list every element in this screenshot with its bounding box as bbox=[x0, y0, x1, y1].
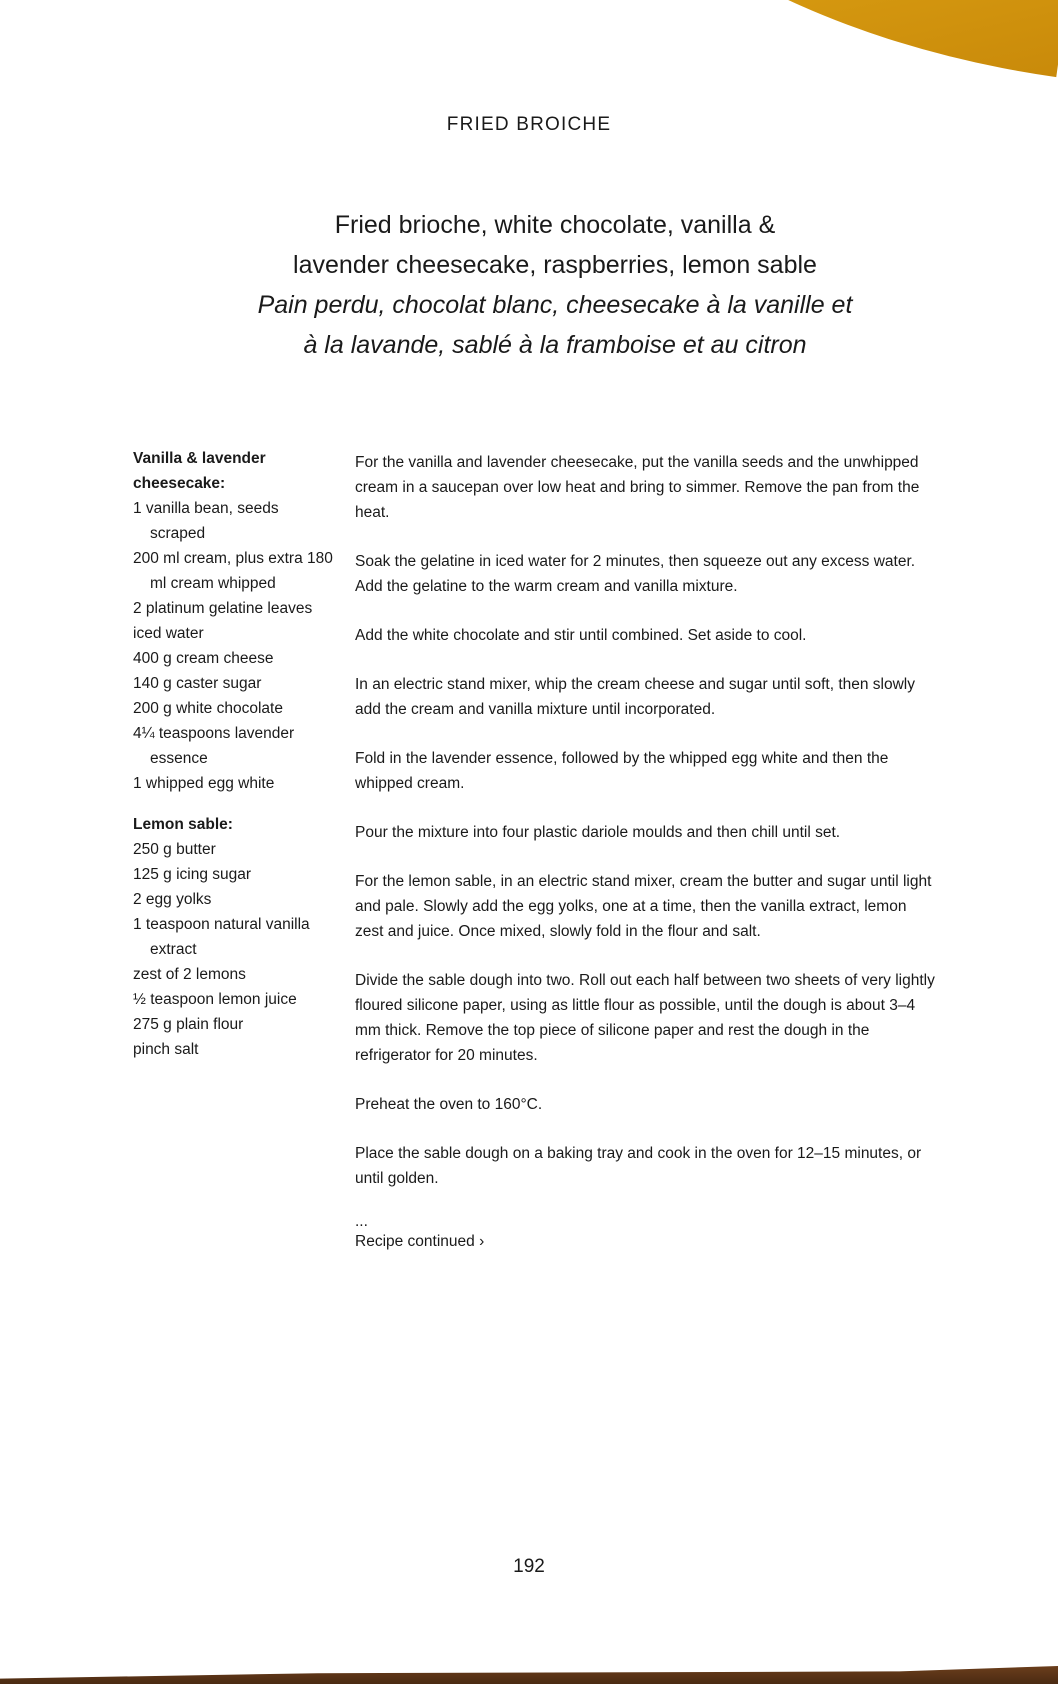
title-english-line-1: Fried brioche, white chocolate, vanilla & bbox=[334, 211, 776, 239]
ingredient-item: 4¼ teaspoons lavender essence bbox=[133, 725, 295, 767]
ingredient-group-cheesecake bbox=[133, 446, 333, 796]
ingredient-item: pinch salt bbox=[133, 1041, 199, 1058]
ingredient-group-title: Vanilla & lavender cheesecake: bbox=[133, 450, 266, 492]
method-step: For the vanilla and lavender cheesecake, put the vanilla seeds and the unwhipped cream in a saucepan over low heat and bring to simmer. Remove the pan from the heat. bbox=[355, 454, 920, 521]
ingredient-item: ½ teaspoon lemon juice bbox=[133, 991, 297, 1008]
ingredient-item: 1 teaspoon natural vanilla extract bbox=[133, 916, 310, 958]
recipe-title bbox=[230, 205, 880, 365]
method-column bbox=[355, 450, 935, 1254]
ingredient-item: 275 g plain flour bbox=[133, 1016, 244, 1033]
method-step: Soak the gelatine in iced water for 2 minutes, then squeeze out any excess water. Add the gelatine to the warm cream and vanilla mixture. bbox=[355, 553, 916, 595]
ingredients-column bbox=[133, 446, 333, 1078]
method-step: Pour the mixture into four plastic dariole moulds and then chill until set. bbox=[355, 824, 841, 841]
running-header: FRIED BROICHE bbox=[446, 114, 612, 135]
title-english-line-2: lavender cheesecake, raspberries, lemon sable bbox=[293, 251, 817, 279]
ingredient-item: 2 platinum gelatine leaves bbox=[133, 600, 313, 617]
ingredient-item: 200 ml cream, plus extra 180 ml cream whipped bbox=[133, 550, 333, 592]
method-step: Place the sable dough on a baking tray and cook in the oven for 12–15 minutes, or until golden. bbox=[355, 1145, 922, 1187]
ingredient-item: 2 egg yolks bbox=[133, 891, 212, 908]
method-step: Fold in the lavender essence, followed by the whipped egg white and then the whipped cream. bbox=[355, 750, 889, 792]
ingredient-item: zest of 2 lemons bbox=[133, 966, 246, 983]
ellipsis: ... bbox=[355, 1213, 368, 1230]
ingredient-group-lemon-sable bbox=[133, 812, 333, 1062]
method-step: For the lemon sable, in an electric stand mixer, cream the butter and sugar until light and pale. Slowly add the egg yolks, one at a time, then the vanilla extract, lemon zest and juice. Once mixed, slowly fold in the flour and salt. bbox=[355, 873, 932, 940]
recipe-continued-link[interactable]: Recipe continued › bbox=[355, 1233, 485, 1250]
ingredient-item: 200 g white chocolate bbox=[133, 700, 283, 717]
title-french-line-1: Pain perdu, chocolat blanc, cheesecake à la vanille et bbox=[257, 291, 853, 319]
method-step: In an electric stand mixer, whip the cream cheese and sugar until soft, then slowly add the cream and vanilla mixture until incorporated. bbox=[355, 676, 916, 718]
method-step: Add the white chocolate and stir until combined. Set aside to cool. bbox=[355, 627, 807, 644]
ingredient-item: 1 vanilla bean, seeds scraped bbox=[133, 500, 279, 542]
method-step: Divide the sable dough into two. Roll out each half between two sheets of very lightly floured silicone paper, using as little flour as possible, until the dough is about 3–4 mm thick. Remove the top piece of silicone paper and rest the dough in the refrigerator for 20 minutes. bbox=[355, 972, 935, 1064]
ingredient-item: 140 g caster sugar bbox=[133, 675, 262, 692]
ingredient-item: 400 g cream cheese bbox=[133, 650, 274, 667]
method-step: Preheat the oven to 160°C. bbox=[355, 1096, 543, 1113]
ingredient-item: 250 g butter bbox=[133, 841, 216, 858]
page-number: 192 bbox=[513, 1556, 545, 1577]
ingredient-item: 1 whipped egg white bbox=[133, 775, 275, 792]
ingredient-group-title: Lemon sable: bbox=[133, 816, 233, 833]
ingredient-item: iced water bbox=[133, 625, 204, 642]
ingredient-item: 125 g icing sugar bbox=[133, 866, 252, 883]
title-french-line-2: à la lavande, sablé à la framboise et au citron bbox=[303, 331, 807, 359]
book-edge-decoration bbox=[502, 0, 1058, 77]
book-bottom-edge bbox=[0, 1666, 1058, 1684]
